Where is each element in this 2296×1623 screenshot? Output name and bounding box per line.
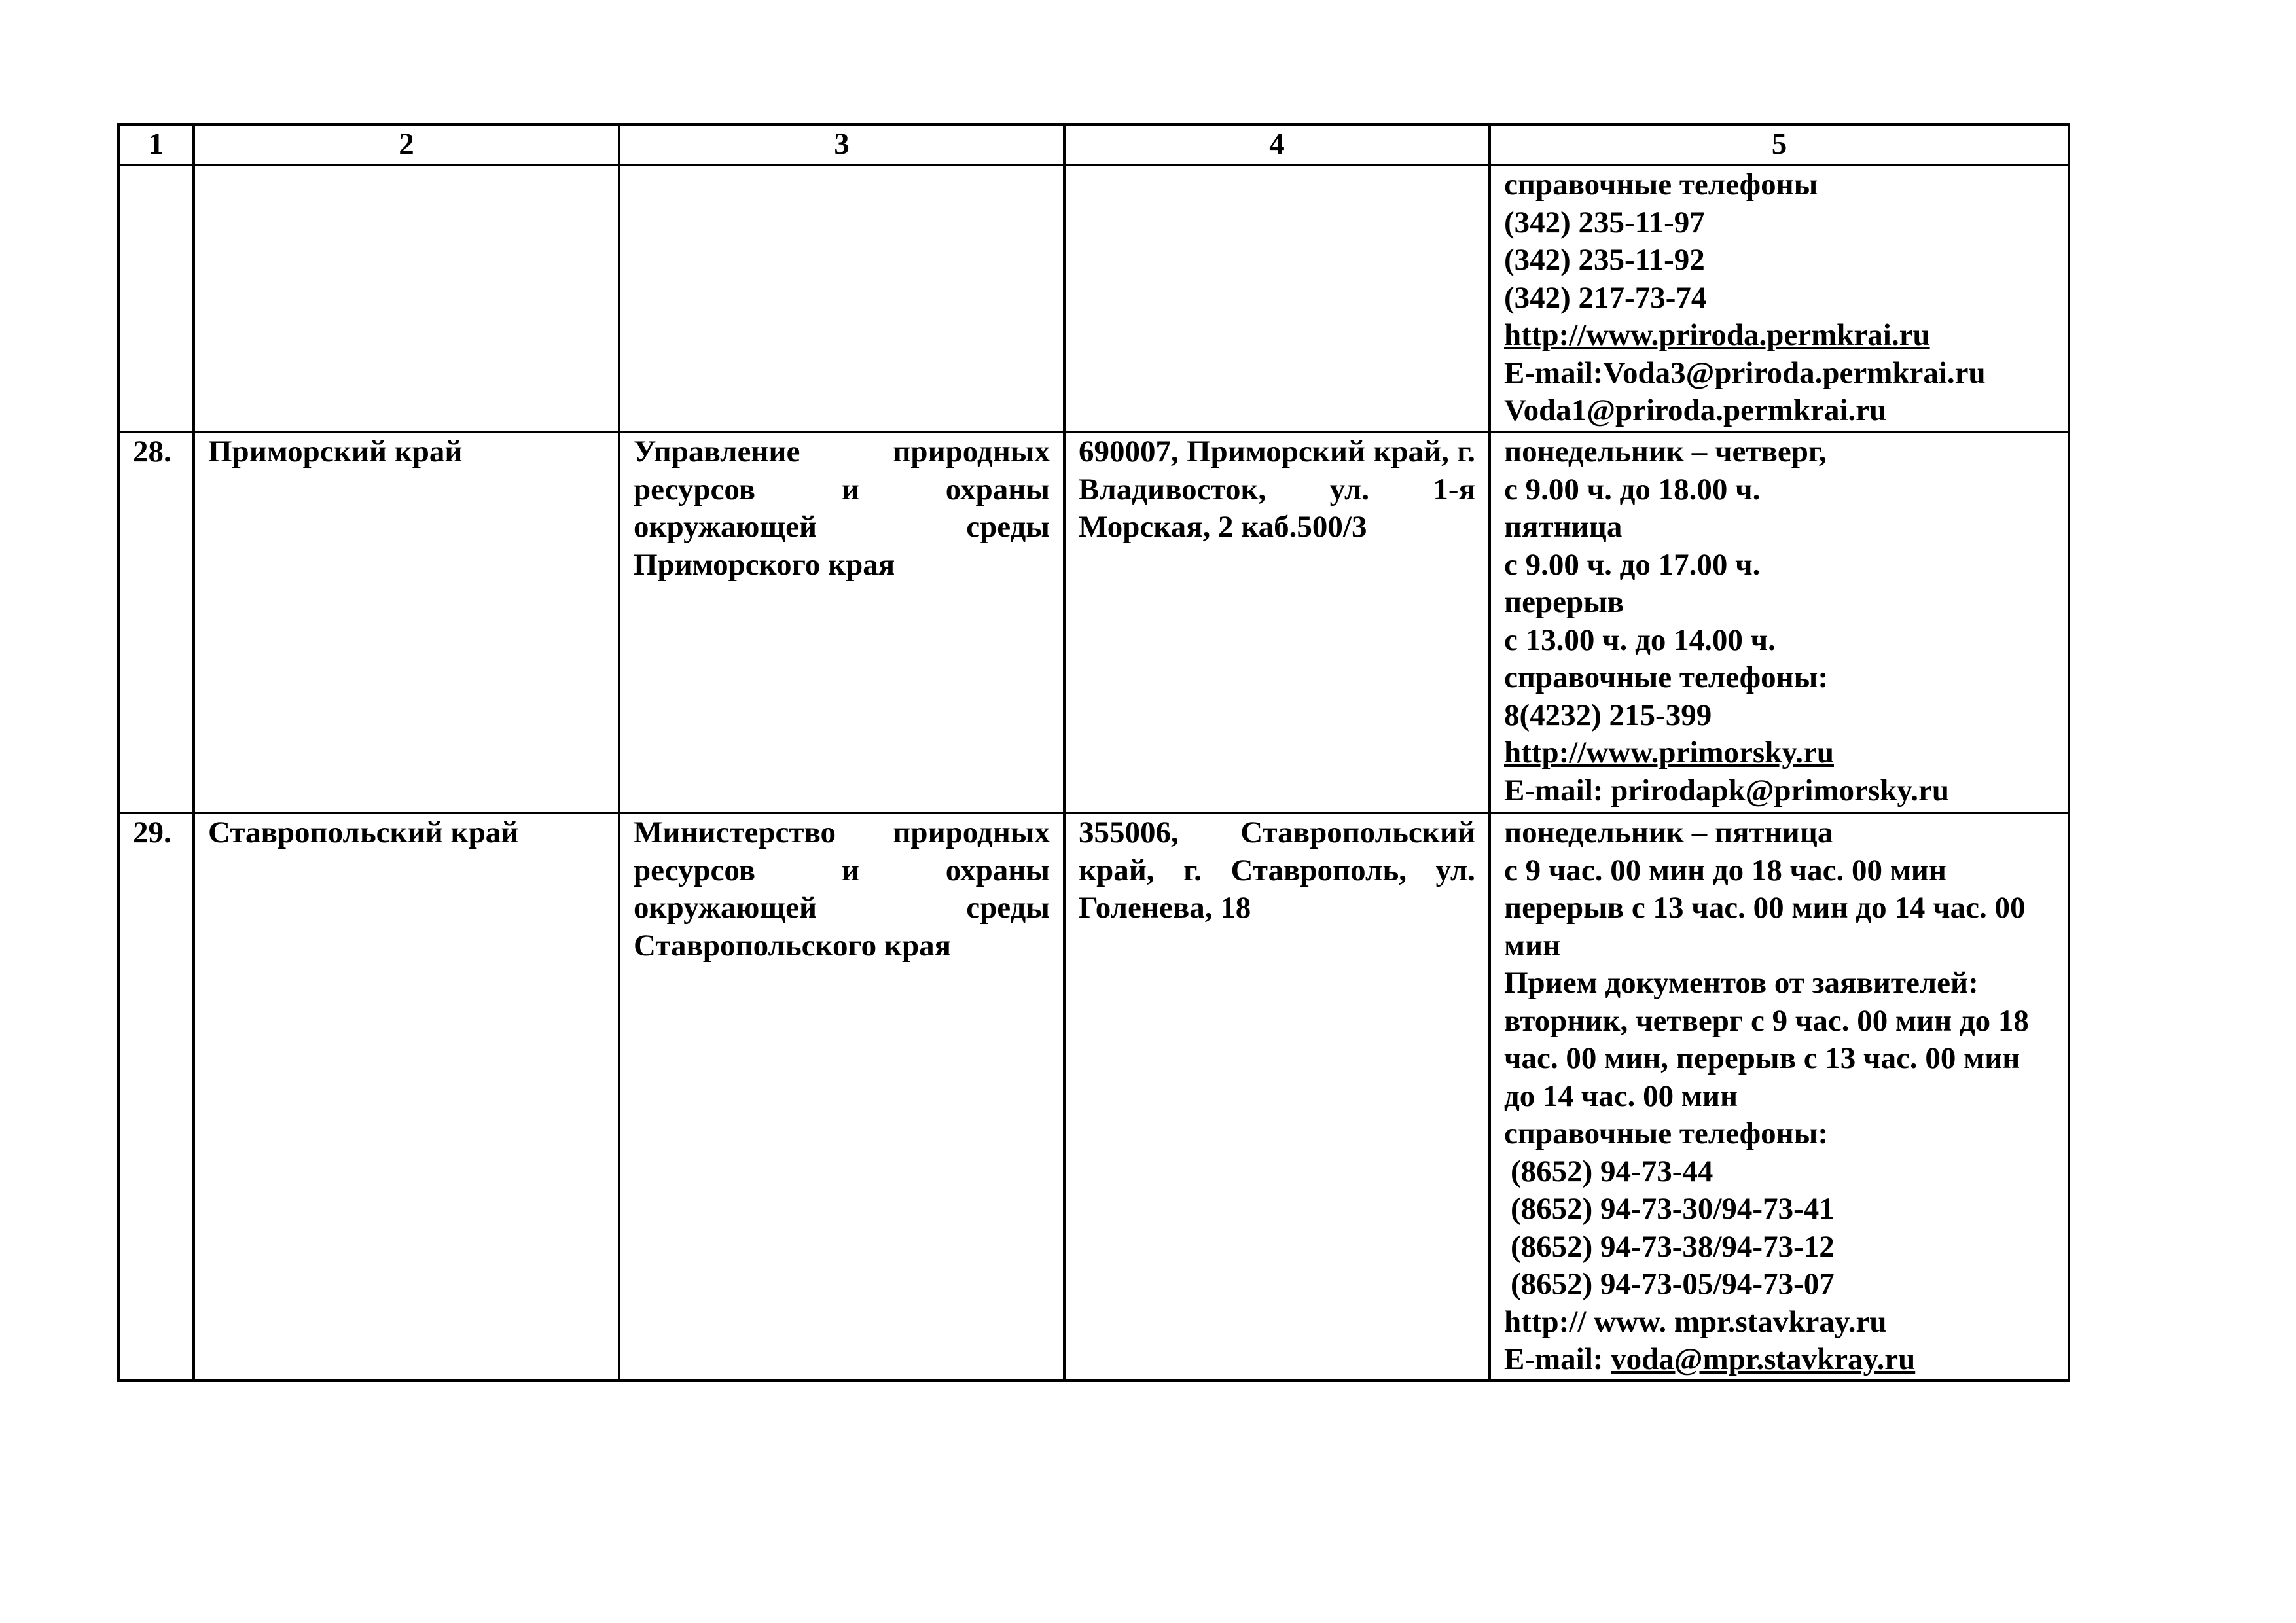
schedule-line: с 9 час. 00 мин до 18 час. 00 мин: [1504, 853, 1946, 887]
phone-number: (8652) 94-73-30/94-73-41: [1511, 1192, 1835, 1226]
email-line: E-mail: prirodapk@primorsky.ru: [1504, 773, 1950, 808]
schedule-line: с 9.00 ч. до 17.00 ч.: [1504, 547, 1761, 582]
agency-name: Министерство природных ресурсов и охраны окружающей среды Ставропольского края: [619, 813, 1064, 1380]
schedule-paragraph: Прием документов от заявителей: вторник, четверг с 9 час. 00 мин до 18 час. 00 мин, перерыв с 13 час. 00 мин до 14 час. 00 мин: [1504, 966, 2029, 1113]
schedule-paragraph: перерыв с 13 час. 00 мин до 14 час. 00 мин: [1504, 891, 2026, 963]
email-label: E-mail:: [1504, 1342, 1611, 1376]
cell-empty: [194, 165, 619, 432]
website-link[interactable]: http://www.primorsky.ru: [1504, 736, 1834, 770]
contact-cell: [1490, 432, 2069, 813]
header-col-4: 4: [1064, 124, 1490, 165]
website-link[interactable]: http://www.priroda.permkrai.ru: [1504, 318, 1930, 352]
agency-name: Управление природных ресурсов и охраны окружающей среды Приморского края: [619, 432, 1064, 813]
email-link[interactable]: voda@mpr.stavkray.ru: [1611, 1342, 1916, 1376]
header-col-5: 5: [1490, 124, 2069, 165]
schedule-line: понедельник – пятница: [1504, 815, 1833, 849]
phones-label: справочные телефоны: [1504, 168, 1818, 202]
header-col-2: 2: [194, 124, 619, 165]
cell-empty: [1064, 165, 1490, 432]
phones-label: справочные телефоны:: [1504, 1116, 1829, 1150]
region-name: Приморский край: [194, 432, 619, 813]
header-col-1: 1: [118, 124, 194, 165]
phone-number: (8652) 94-73-44: [1511, 1154, 1713, 1188]
registry-table: [117, 123, 2070, 1382]
website-text: http:// www. mpr.stavkray.ru: [1504, 1304, 1887, 1339]
header-row: [118, 124, 2069, 165]
row-number: 29.: [118, 813, 194, 1380]
row-number: 28.: [118, 432, 194, 813]
phone-number: (342) 235-11-92: [1504, 243, 1705, 277]
region-name: Ставропольский край: [194, 813, 619, 1380]
email-line: E-mail:Voda3@priroda.permkrai.ru: [1504, 355, 1986, 390]
table-row-28: [118, 432, 2069, 813]
phone-number: (342) 217-73-74: [1504, 280, 1707, 315]
table-row-continuation: [118, 165, 2069, 432]
phone-number: (8652) 94-73-38/94-73-12: [1511, 1229, 1835, 1264]
schedule-line: пятница: [1504, 510, 1623, 544]
email-secondary: Voda1@priroda.permkrai.ru: [1504, 393, 1887, 427]
table-row-29: [118, 813, 2069, 1380]
email-line: [1504, 1341, 2054, 1379]
schedule-line: с 13.00 ч. до 14.00 ч.: [1504, 622, 1776, 657]
header-col-3: 3: [619, 124, 1064, 165]
phone-number: (8652) 94-73-05/94-73-07: [1511, 1267, 1835, 1301]
contact-cell: [1490, 165, 2069, 432]
schedule-line: понедельник – четверг,: [1504, 435, 1827, 469]
agency-address: 690007, Приморский край, г. Владивосток, ул. 1-я Морская, 2 каб.500/3: [1064, 432, 1490, 813]
phone-number: (342) 235-11-97: [1504, 205, 1705, 240]
cell-empty: [619, 165, 1064, 432]
phones-label: справочные телефоны:: [1504, 660, 1829, 694]
schedule-line: перерыв: [1504, 585, 1624, 619]
schedule-line: с 9.00 ч. до 18.00 ч.: [1504, 472, 1761, 507]
cell-empty: [118, 165, 194, 432]
agency-address: 355006, Ставропольский край, г. Ставрополь, ул. Голенева, 18: [1064, 813, 1490, 1380]
contact-cell: [1490, 813, 2069, 1380]
phone-number: 8(4232) 215-399: [1504, 698, 1712, 732]
